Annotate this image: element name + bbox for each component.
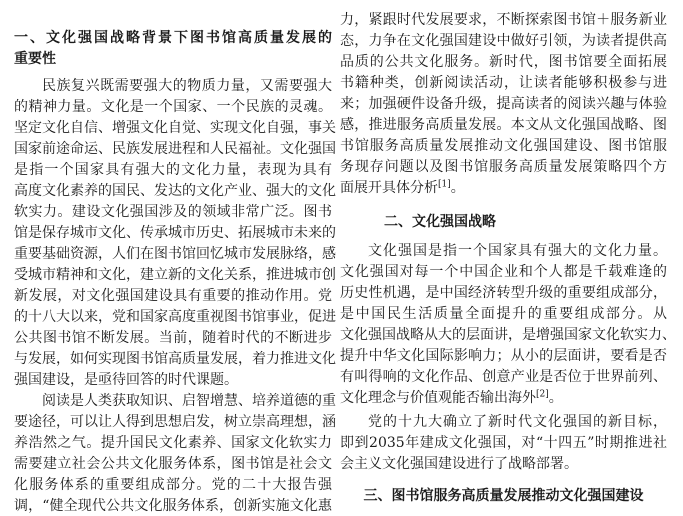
- section3-heading: 三、图书馆服务高质量发展推动文化强国建设: [363, 488, 644, 504]
- text-line: 文化强国是指一个国家具有强大的文化力量。: [368, 243, 667, 259]
- text-span: 文化理念与价值观能否输出海外: [340, 390, 536, 406]
- text-line: [340, 388, 667, 408]
- text-line: 即到2035年建成文化强国，对“十四五”时期推进社: [340, 435, 667, 451]
- text-line: 坚定文化自信、增强文化自觉、实现文化自强，事关: [14, 120, 336, 136]
- text-line: 强国建设，是亟待回答的时代课题。: [14, 372, 238, 388]
- text-line: 与发展，如何实现图书馆高质量发展，着力推进文化: [14, 351, 336, 367]
- text-span: 。: [548, 390, 563, 406]
- text-line: 书馆服务高质量发展推动文化强国建设、图书馆服: [340, 138, 667, 154]
- text-line: 感，推进服务高质量发展。本文从文化强国战略、图: [340, 117, 667, 133]
- text-line: 国家前途命运、民族发展进程和人民福祉。文化强国: [14, 141, 336, 157]
- text-line: 历史性机遇，是中国经济转型升级的重要组成部分，: [340, 285, 667, 301]
- citation-ref[interactable]: [1]: [438, 179, 451, 190]
- text-line: 需要建立社会公共文化服务体系，图书馆是社会文: [14, 456, 332, 472]
- text-line: 务现存问题以及图书馆服务高质量发展策略四个方: [340, 159, 667, 175]
- section2-heading: 二、文化强国战略: [384, 214, 496, 230]
- text-line: 来；加强硬件设备升级，提高读者的阅读兴趣与体验: [340, 96, 667, 112]
- text-line: 会主义文化强国建设进行了战略部署。: [340, 456, 578, 472]
- text-line: 的精神力量。文化是一个国家、一个民族的灵魂。: [14, 99, 332, 115]
- text-line: 公共图书馆不断发展。当前，随着时代的不断进步: [14, 330, 332, 346]
- citation-ref[interactable]: [2]: [536, 389, 549, 400]
- text-line: 养浩然之气。提升国民文化素养、国家文化软实力: [14, 435, 332, 451]
- text-line: 要途径，可以让人得到思想启发，树立崇高理想，涵: [14, 414, 336, 430]
- text-line: 是中国民生活质量全面提升的重要组成部分。从: [340, 306, 667, 322]
- text-line: 有叫得响的文化作品、创意产业是否位于世界前列、: [340, 369, 667, 385]
- text-line: 力，紧跟时代发展要求，不断探索图书馆＋服务新业: [340, 12, 667, 28]
- text-line: 的十八大以来，党和国家高度重视图书馆事业，促进: [14, 309, 336, 325]
- text-line: 文化强国对每一个中国企业和个人都是千载难逢的: [340, 264, 667, 280]
- text-line: 软实力。建设文化强国涉及的领域非常广泛。图书: [14, 204, 332, 220]
- text-span: 。: [450, 180, 465, 196]
- section1-heading-line-2: 重要性: [14, 51, 56, 67]
- text-span: 面展开具体分析: [340, 180, 438, 196]
- text-line: 品质的公共文化服务。新时代，图书馆要全面拓展: [340, 54, 667, 70]
- text-line: 高度文化素养的国民、发达的文化产业、强大的文化: [14, 183, 336, 199]
- text-line: 新发展，对文化强国建设具有重要的推动作用。党: [14, 288, 332, 304]
- text-line: 民族复兴既需要强大的物质力量，又需要强大: [42, 78, 332, 94]
- text-line: 馆是保存城市文化、传承城市历史、拓展城市未来的: [14, 225, 336, 241]
- text-line: 文化强国战略从大的层面讲，是增强国家文化软实力、: [340, 327, 676, 343]
- text-line: 重要基础资源，人们在图书馆回忆城市发展脉络，感: [14, 246, 336, 262]
- text-line: 提升中华文化国际影响力；从小的层面讲，要看是否: [340, 348, 667, 364]
- text-line: 党的十九大确立了新时代文化强国的新目标，: [368, 414, 667, 430]
- text-line: 是指一个国家具有强大的文化力量，表现为具有: [14, 162, 332, 178]
- text-line: [340, 178, 667, 198]
- text-line: 化服务体系的重要组成部分。党的二十大报告强: [14, 477, 332, 493]
- text-line: 受城市精神和文化，建立新的文化关系，推进城市创: [14, 267, 336, 283]
- text-line: 调，“健全现代公共文化服务体系，创新实施文化惠: [14, 498, 332, 514]
- section1-heading-line-1: 一、文化强国战略背景下图书馆高质量发展的: [14, 30, 332, 46]
- text-line: 书籍种类，创新阅读活动，让读者能够积极参与进: [340, 75, 667, 91]
- text-line: 态，力争在文化强国建设中做好引领，为读者提供高: [340, 33, 667, 49]
- text-line: 阅读是人类获取知识、启智增慧、培养道德的重: [42, 393, 336, 409]
